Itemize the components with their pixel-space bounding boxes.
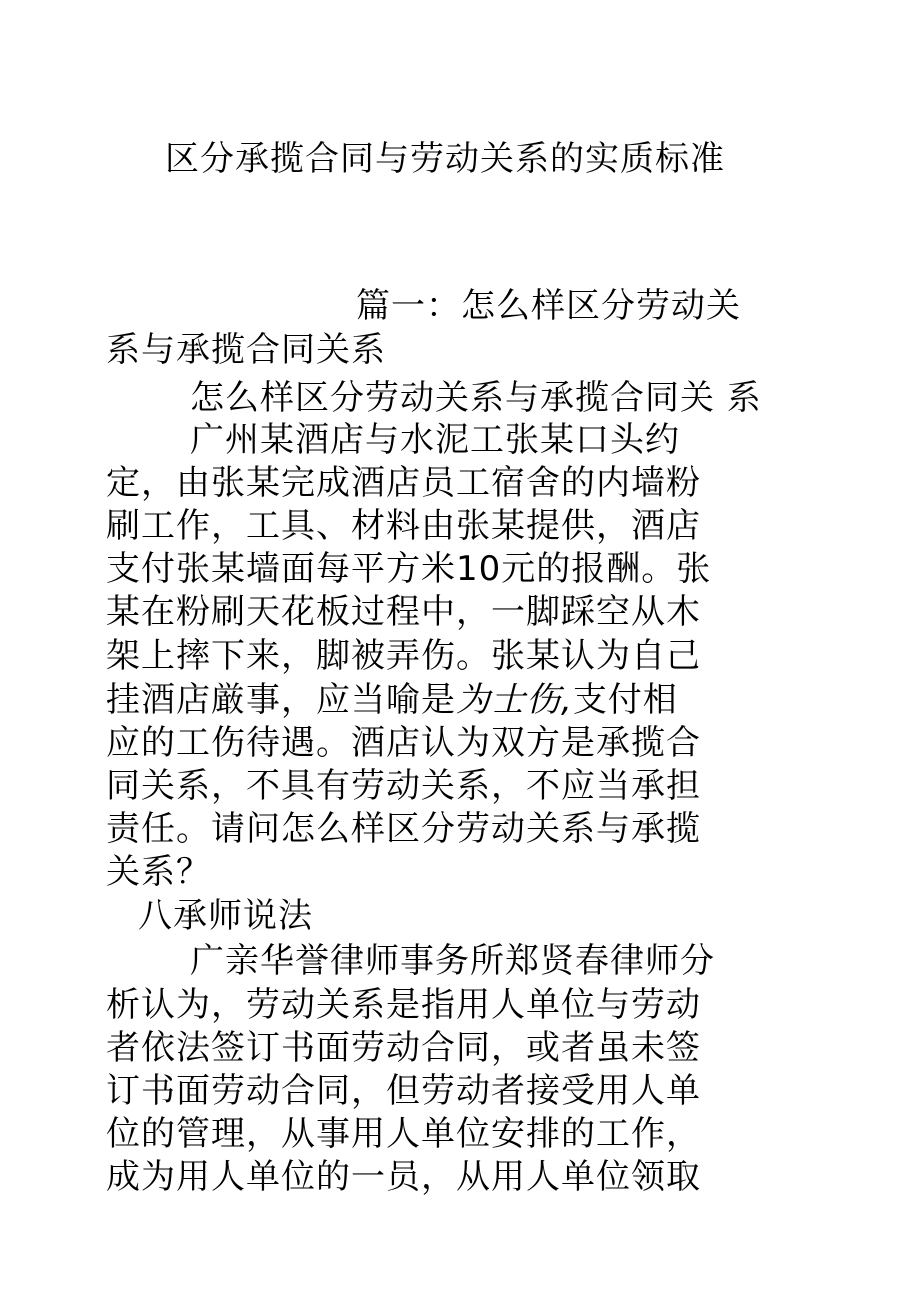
paragraph1-line7-part-b: 为士伤, xyxy=(456,680,573,720)
paragraph1-line7-part-a: 挂酒店厳事，应当喻是 xyxy=(106,680,456,720)
paragraph1-line10: 责任。请问怎么样区分劳动关系与承揽 xyxy=(106,809,701,849)
paragraph2-line1: 广亲华誉律师事务所郑贤春律师分 xyxy=(190,941,715,981)
paragraph2-line5: 位的管理，从事用人单位安排的工作， xyxy=(106,1114,701,1154)
paragraph1-line11: 关系？ xyxy=(106,852,211,892)
paragraph1-line2: 定，由张某完成酒店员工宿舍的内墙粉 xyxy=(106,463,701,503)
section-heading-line2: 系与承揽合同关系 xyxy=(106,330,386,370)
paragraph2-line2: 析认为，劳动关系是指用人单位与劳动 xyxy=(106,985,701,1025)
paragraph1-line9: 同关系，不具有劳动关系，不应当承担 xyxy=(106,766,701,806)
paragraph1-line8: 应的工伤待遇。酒店认为双方是承揽合 xyxy=(106,723,701,763)
document-title: 区分承揽合同与劳动关系的实质标准 xyxy=(165,139,725,179)
section-heading-line1: 篇一：怎么样区分劳动关 xyxy=(356,286,741,326)
paragraph1-line7 xyxy=(106,680,678,720)
subheading: 怎么样区分劳动关系与承揽合同关 系 xyxy=(190,378,762,418)
paragraph1-line7-part-c: 支付相 xyxy=(572,680,678,720)
lawyer-heading: 八承师说法 xyxy=(138,896,313,936)
paragraph2-line4: 订书面劳动合同，但劳动者接受用人单 xyxy=(106,1071,701,1111)
paragraph2-line6: 成为用人单位的一员，从用人单位领取 xyxy=(106,1157,701,1197)
paragraph2-line3: 者依法签订书面劳动合同，或者虽未签 xyxy=(106,1028,701,1068)
paragraph1-line3: 刷工作，工具、材料由张某提供，酒店 xyxy=(106,506,701,546)
paragraph1-line1: 广州某酒店与水泥工张某口头约 xyxy=(190,420,680,460)
paragraph1-line5: 某在粉刷天花板过程中，一脚踩空从木 xyxy=(106,592,701,632)
paragraph1-line6: 架上摔下来，脚被弄伤。张某认为自己 xyxy=(106,636,701,676)
paragraph1-line4: 支付张某墙面每平方米10元的报酬。张 xyxy=(106,549,712,589)
